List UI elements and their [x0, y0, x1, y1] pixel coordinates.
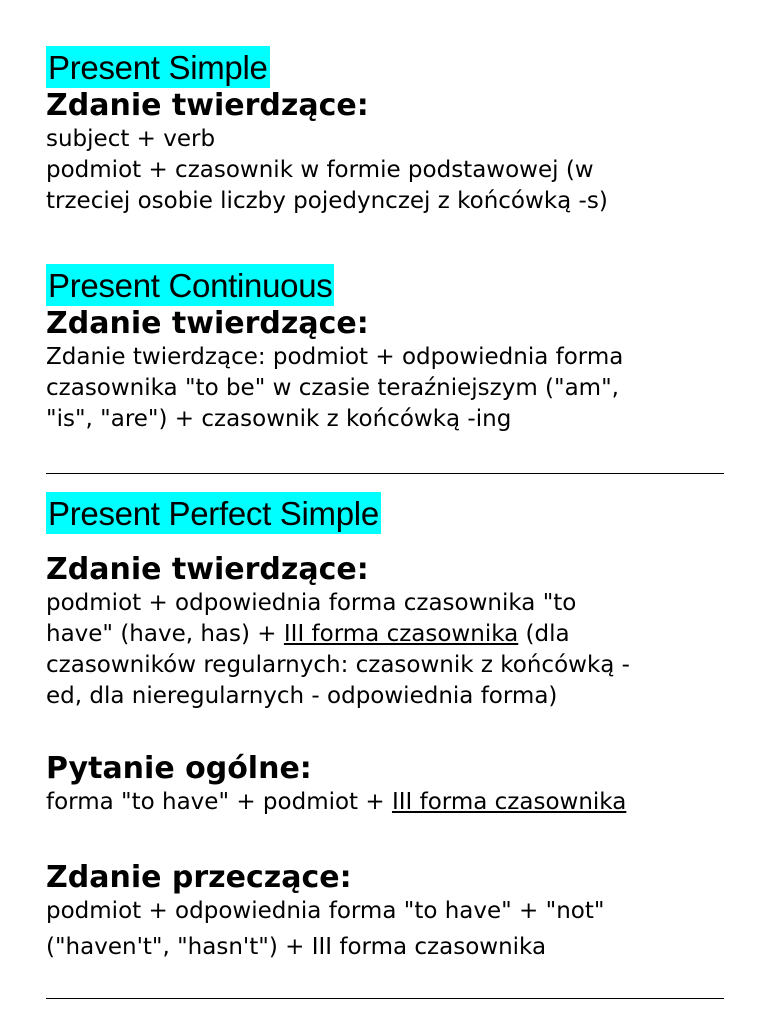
- section-heading: Zdanie twierdzące:: [46, 552, 369, 587]
- tense-title: Present Simple: [46, 46, 270, 88]
- body-line: [46, 619, 726, 650]
- body-line: czasowników regularnych: czasownik z końcówką -: [46, 652, 630, 678]
- text-run: forma "to have" + podmiot +: [46, 789, 392, 815]
- body-line: "is", "are") + czasownik z końcówką -ing: [46, 406, 512, 432]
- section-divider: [46, 998, 724, 999]
- section-heading: Pytanie ogólne:: [46, 751, 312, 786]
- text-run: have" (have, has) +: [46, 621, 284, 647]
- affirmative-block: [46, 552, 726, 712]
- body-line: podmiot + czasownik w formie podstawowej (w: [46, 157, 594, 183]
- section-present-perfect-simple: [46, 492, 726, 534]
- body-line: podmiot + odpowiednia forma czasownika "to: [46, 590, 577, 616]
- section-present-simple: [46, 46, 726, 217]
- section-heading: Zdanie przeczące:: [46, 860, 352, 895]
- body-line: ("haven't", "hasn't") + III forma czasownika: [46, 934, 547, 960]
- text-run: (dla: [518, 621, 570, 647]
- body-line: trzeciej osobie liczby pojedynczej z końcówką -s): [46, 188, 608, 214]
- section-heading: Zdanie twierdzące:: [46, 306, 369, 341]
- section-divider: [46, 473, 724, 474]
- tense-title: Present Perfect Simple: [46, 492, 381, 534]
- body-line: ed, dla nieregularnych - odpowiednia forma): [46, 683, 558, 709]
- negative-block: [46, 860, 726, 963]
- underlined-term: III forma czasownika: [391, 789, 627, 815]
- body-line: Zdanie twierdzące: podmiot + odpowiednia forma: [46, 344, 624, 370]
- underlined-term: III forma czasownika: [283, 621, 519, 647]
- section-heading: Zdanie twierdzące:: [46, 88, 369, 123]
- tense-title: Present Continuous: [46, 264, 334, 306]
- question-block: [46, 751, 726, 818]
- body-line: podmiot + odpowiednia forma "to have" + "not": [46, 898, 605, 924]
- body-line: czasownika "to be" w czasie teraźniejszym ("am",: [46, 375, 619, 401]
- body-line: subject + verb: [46, 126, 216, 152]
- body-line: [46, 787, 726, 818]
- section-present-continuous: [46, 264, 726, 435]
